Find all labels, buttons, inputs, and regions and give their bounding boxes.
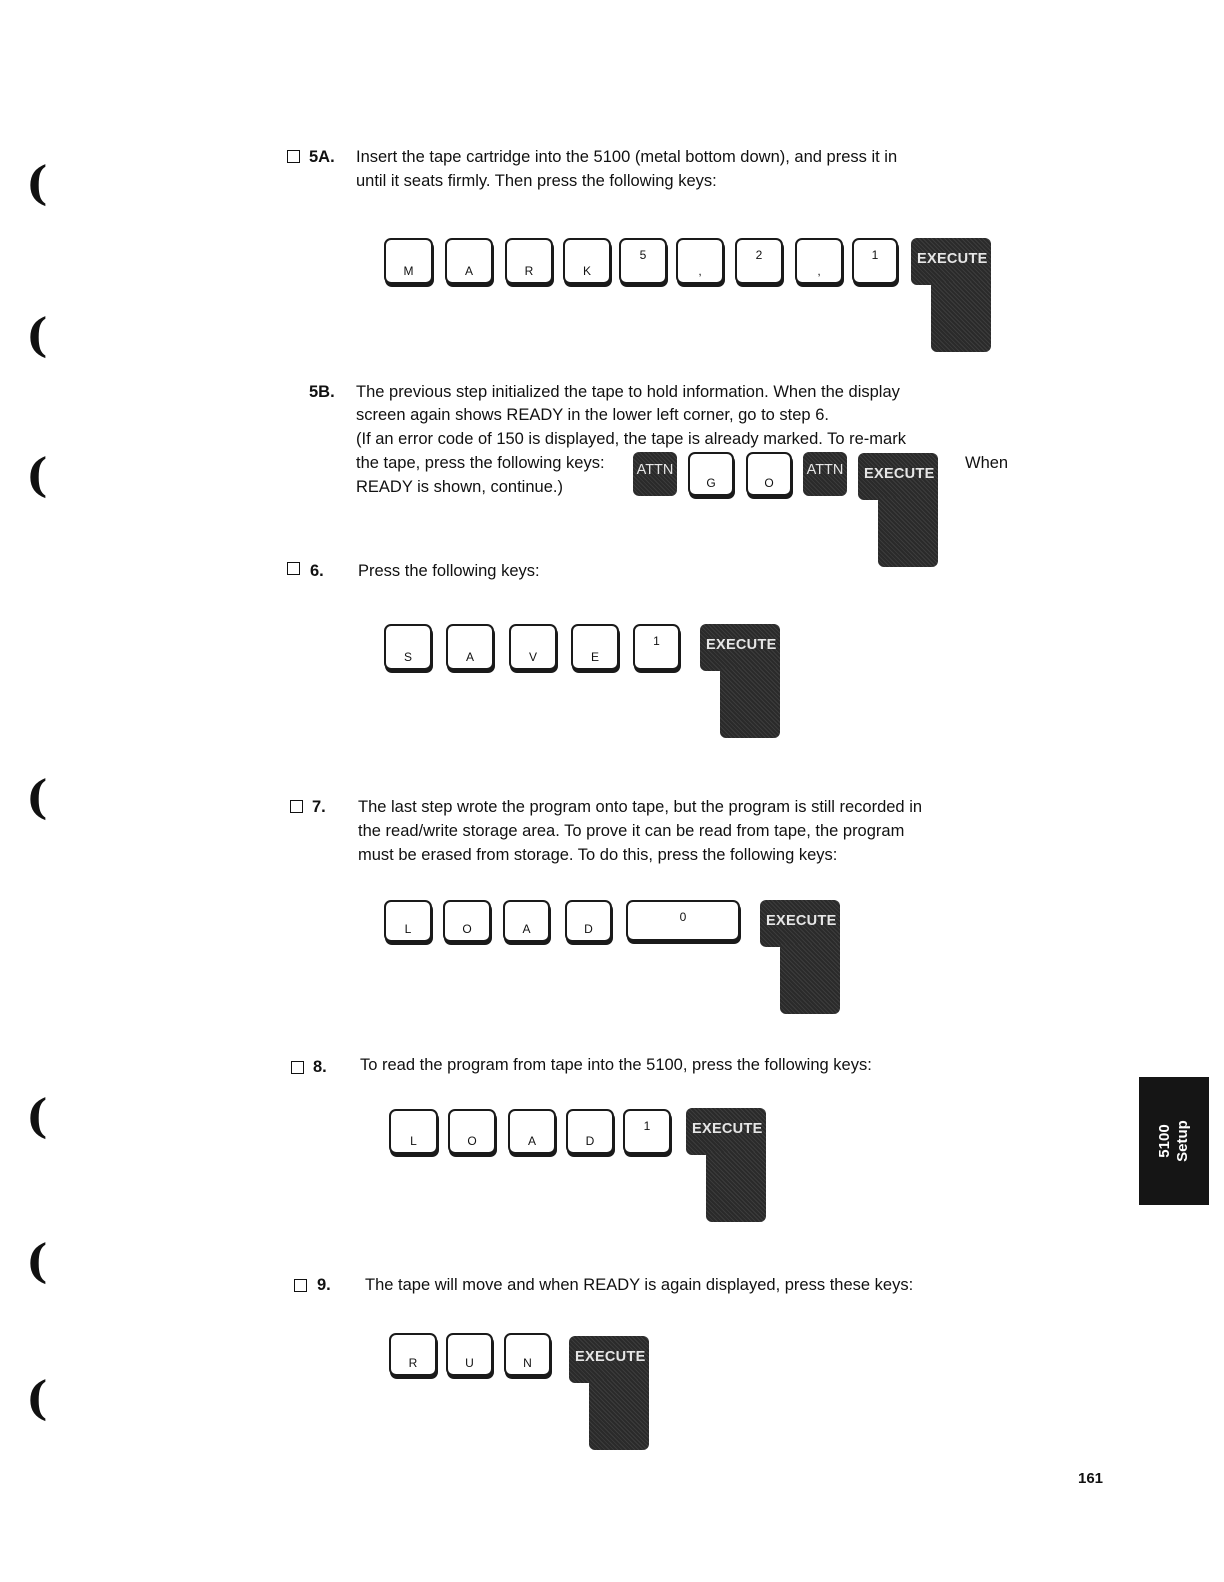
key-o[interactable]: O — [443, 900, 491, 942]
step-text-line: The previous step initialized the tape to hold information. When the display — [356, 383, 900, 401]
attn-key[interactable]: ATTN — [633, 452, 677, 496]
key-1[interactable]: 1 — [623, 1109, 671, 1154]
execute-key-stem — [589, 1380, 649, 1450]
step-text-line: Insert the tape cartridge into the 5100 (metal bottom down), and press it in — [356, 148, 898, 166]
step-text-line: Press the following keys: — [358, 562, 540, 580]
step-text-line: until it seats firmly. Then press the following keys: — [356, 172, 717, 190]
step-number: 6. — [310, 562, 324, 580]
key-a[interactable]: A — [508, 1109, 556, 1154]
key-k[interactable]: K — [563, 238, 611, 284]
key-g[interactable]: G — [688, 452, 734, 496]
step-text-line: (If an error code of 150 is displayed, the tape is already marked. To re-mark — [356, 430, 906, 448]
section-tab-label: 5100 Setup — [1156, 1120, 1191, 1162]
execute-key-label: EXECUTE — [569, 1336, 649, 1383]
key-5[interactable]: 5 — [619, 238, 667, 284]
step-text-line: the tape, press the following keys: — [356, 454, 605, 472]
step-number: 5A. — [309, 148, 335, 166]
key-0[interactable]: 0 — [626, 900, 740, 941]
step-text-line: must be erased from storage. To do this, press the following keys: — [358, 846, 838, 864]
key-1[interactable]: 1 — [852, 238, 898, 284]
key-o[interactable]: O — [448, 1109, 496, 1154]
key-d[interactable]: D — [566, 1109, 614, 1154]
key-v[interactable]: V — [509, 624, 557, 670]
binding-mark: ( — [26, 770, 48, 824]
step-text-line: the read/write storage area. To prove it can be read from tape, the program — [358, 822, 905, 840]
key-s[interactable]: S — [384, 624, 432, 670]
binding-mark: ( — [26, 308, 48, 362]
step-checkbox[interactable] — [287, 562, 300, 575]
execute-key-stem — [720, 668, 780, 738]
execute-key-stem — [878, 497, 938, 567]
step-text-line: The last step wrote the program onto tape, but the program is still recorded in — [358, 798, 923, 816]
key-m[interactable]: M — [384, 238, 433, 284]
execute-key-label: EXECUTE — [760, 900, 840, 947]
step-text-line: To read the program from tape into the 5100, press the following keys: — [360, 1056, 872, 1074]
binding-mark: ( — [26, 1371, 48, 1425]
step-text-line: screen again shows READY in the lower left corner, go to step 6. — [356, 406, 829, 424]
execute-key-label: EXECUTE — [700, 624, 780, 671]
binding-mark: ( — [26, 1234, 48, 1288]
binding-mark: ( — [26, 1089, 48, 1143]
section-tab[interactable] — [1139, 1077, 1209, 1205]
attn-key[interactable]: ATTN — [803, 452, 847, 496]
key-comma[interactable]: , — [676, 238, 724, 284]
execute-key-label: EXECUTE — [858, 453, 938, 500]
execute-key-label: EXECUTE — [911, 238, 991, 285]
key-r[interactable]: R — [505, 238, 553, 284]
key-l[interactable]: L — [389, 1109, 438, 1154]
key-a[interactable]: A — [503, 900, 550, 942]
execute-key-stem — [931, 282, 991, 352]
step-number: 5B. — [309, 383, 335, 401]
execute-key-label: EXECUTE — [686, 1108, 766, 1155]
key-2[interactable]: 2 — [735, 238, 783, 284]
execute-key-stem — [780, 944, 840, 1014]
key-e[interactable]: E — [571, 624, 619, 670]
step-checkbox[interactable] — [294, 1279, 307, 1292]
binding-mark: ( — [26, 156, 48, 210]
step-checkbox[interactable] — [291, 1061, 304, 1074]
step-text-line: READY is shown, continue.) — [356, 478, 563, 496]
key-comma[interactable]: , — [795, 238, 843, 284]
key-1[interactable]: 1 — [633, 624, 680, 670]
key-n[interactable]: N — [504, 1333, 551, 1376]
step-number: 7. — [312, 798, 326, 816]
step-number: 8. — [313, 1058, 327, 1076]
step-checkbox[interactable] — [290, 800, 303, 813]
key-l[interactable]: L — [384, 900, 432, 942]
key-u[interactable]: U — [446, 1333, 493, 1376]
step-text-line: The tape will move and when READY is again displayed, press these keys: — [365, 1276, 914, 1294]
step-checkbox[interactable] — [287, 150, 300, 163]
step-number: 9. — [317, 1276, 331, 1294]
key-a[interactable]: A — [446, 624, 494, 670]
step-text-trailing: When — [965, 454, 1009, 472]
key-o[interactable]: O — [746, 452, 792, 496]
key-a[interactable]: A — [445, 238, 493, 284]
page-number: 161 — [1078, 1470, 1104, 1487]
binding-mark: ( — [26, 448, 48, 502]
execute-key-stem — [706, 1152, 766, 1222]
key-d[interactable]: D — [565, 900, 612, 942]
key-r[interactable]: R — [389, 1333, 437, 1376]
